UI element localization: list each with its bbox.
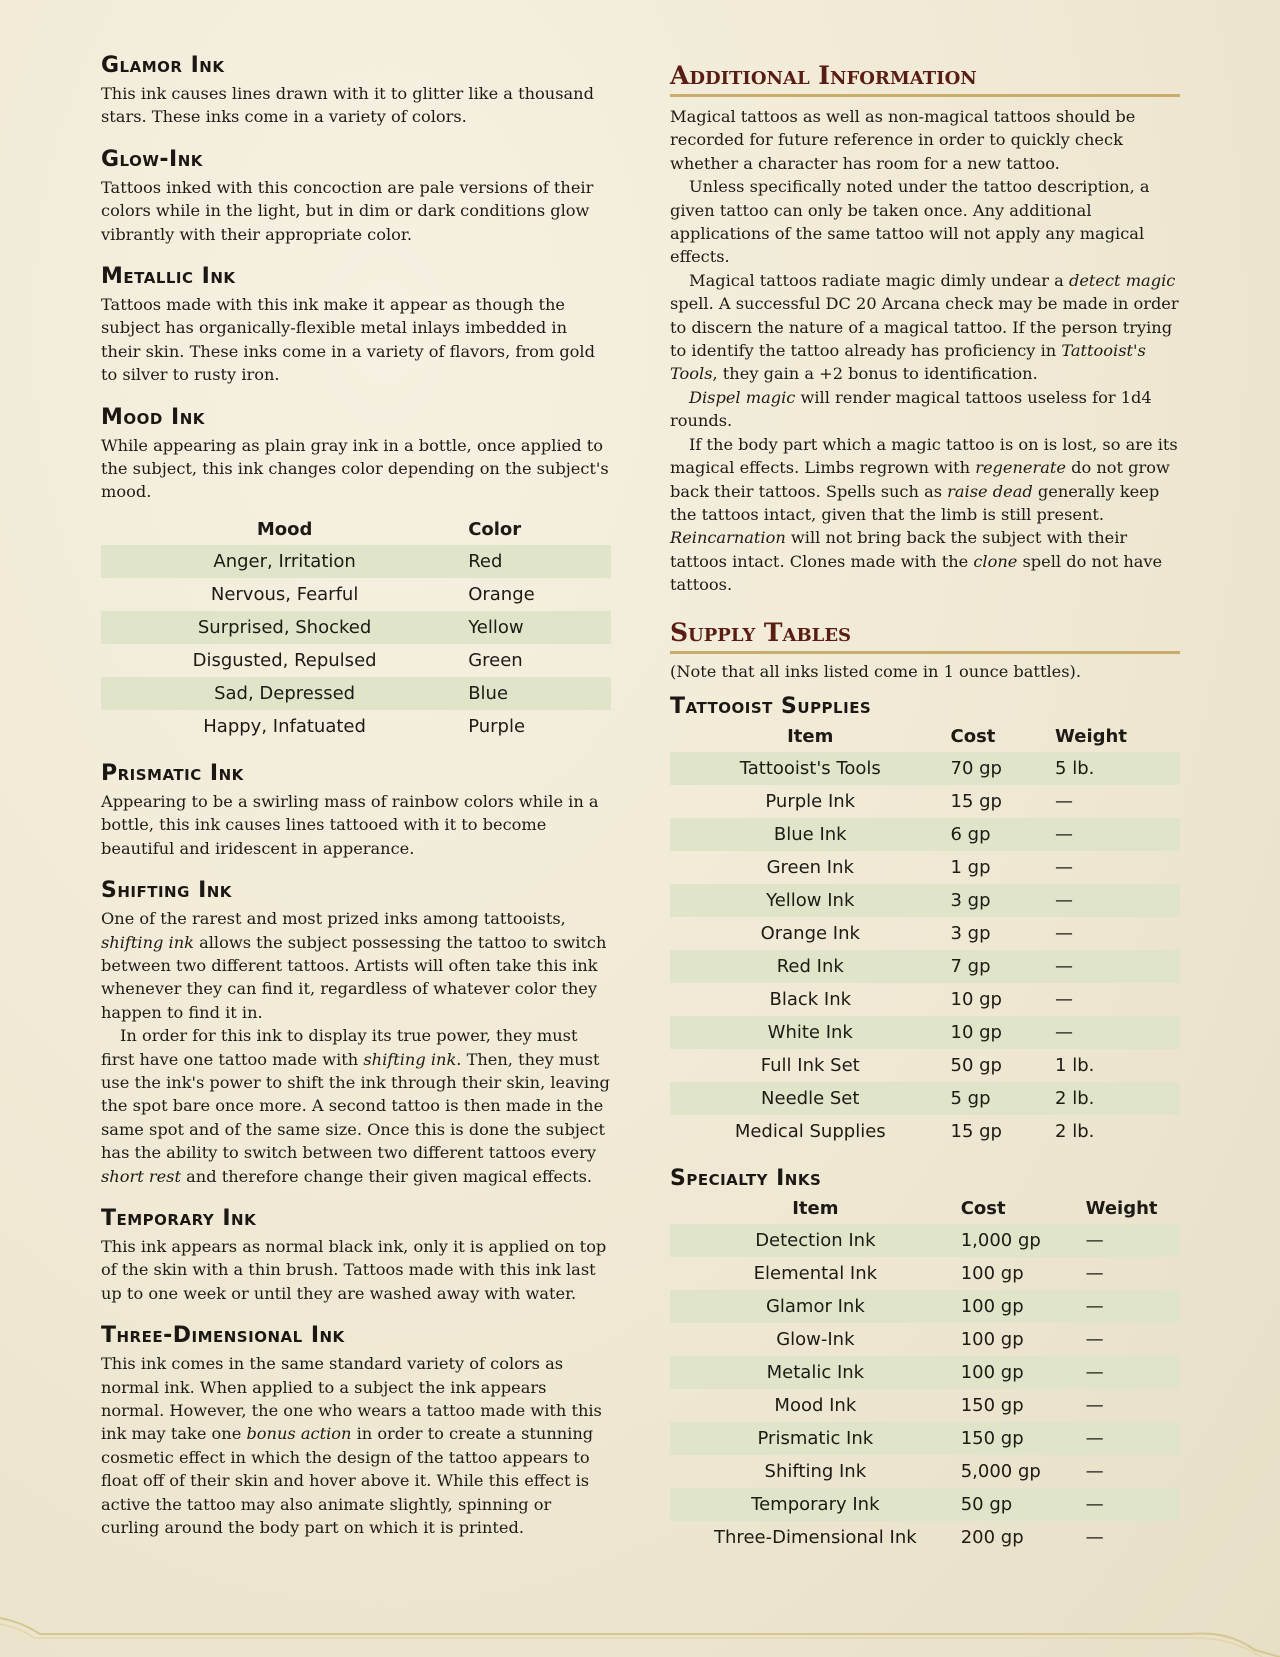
cost-cell: 15 gp [950,1120,1002,1142]
shifting-ink-heading: Shifting Ink [101,878,232,904]
item-cell: Medical Supplies [734,1120,886,1142]
table-row [670,1389,1180,1422]
weight-cell: — [1055,988,1074,1010]
weight-cell: 2 lb. [1055,1082,1180,1115]
cost-cell: 7 gp [951,950,1056,983]
cost-cell: 100 gp [960,1262,1024,1284]
right-column [670,60,1180,1554]
table-row [670,1455,1180,1488]
weight-cell: — [1085,1328,1104,1350]
weight-cell: — [1055,818,1180,851]
mood-ink-heading: Mood Ink [101,404,205,430]
three-dimensional-ink-text: This ink comes in the same standard variety of colors as normal ink. When applied to a subject the ink appears normal. However, the one who wears a tattoo made with this ink may take one bonus action in order to create a stunning cosmetic effect in which the design of the tattoo appears to float off of their skin and hover above it. While this effect is active the tattoo may also animate slightly, spinning or curling around the body part on which it is printed. [101,1354,602,1538]
color-cell: Red [468,545,611,578]
supply-tables-heading: Supply Tables [670,617,1180,654]
weight-cell: — [1085,1394,1104,1416]
cost-cell: 10 gp [950,988,1002,1010]
cost-cell: 150 gp [961,1422,1086,1455]
item-cell: Elemental Ink [753,1262,878,1284]
table-row [101,710,611,743]
weight-cell: 2 lb. [1055,1120,1095,1142]
item-cell: Full Ink Set [760,1054,860,1076]
table-row [670,1323,1180,1356]
table-row [670,1082,1180,1115]
weight-cell: 5 lb. [1055,752,1180,785]
mood-table [101,514,611,743]
item-cell: Red Ink [670,950,951,983]
table-row [670,884,1180,917]
weight-cell: — [1055,790,1074,812]
cost-cell: 70 gp [951,752,1056,785]
table-row [670,1257,1180,1290]
mood-column-header: Mood [256,518,313,540]
mood-cell: Anger, Irritation [101,545,468,578]
item-cell: Mood Ink [774,1394,857,1416]
additional-paragraph-1: Magical tattoos as well as non-magical tattoos should be recorded for future reference in order to quickly check whether a character has room for a new tattoo. [670,107,1136,173]
table-row [101,545,611,578]
item-cell: Temporary Ink [670,1488,961,1521]
specialty-inks-table [670,1193,1180,1554]
weight-cell: — [1055,1016,1180,1049]
item-cell: Purple Ink [765,790,856,812]
weight-cell: — [1085,1460,1104,1482]
weight-cell: — [1055,884,1180,917]
left-column [101,52,611,1539]
weight-cell: — [1055,950,1180,983]
mood-ink-text: While appearing as plain gray ink in a bottle, once applied to the subject, this ink changes color depending on the subject's mood. [101,435,609,502]
metallic-ink-text: Tattoos made with this ink make it appear as though the subject has organically-flexible metal inlays imbedded in their skin. These inks come in a variety of flavors, from gold to silver to rusty iron. [101,295,595,385]
table-row [670,1224,1180,1257]
cost-cell: 5,000 gp [960,1460,1041,1482]
table-header-row [670,721,1180,752]
weight-cell: — [1086,1488,1180,1521]
cost-cell: 100 gp [960,1328,1024,1350]
specialty-inks-heading: Specialty Inks [670,1165,822,1191]
temporary-ink-text: This ink appears as normal black ink, only it is applied on top of the skin with a thin brush. Tattoos made with this ink last up to one week or until they are washed away with water. [101,1236,607,1303]
cost-cell: 15 gp [950,790,1002,812]
table-row [670,752,1180,785]
metallic-ink-heading: Metallic Ink [101,264,236,290]
item-cell: Orange Ink [760,922,860,944]
item-cell: Tattooist's Tools [670,752,951,785]
table-header-row [670,1193,1180,1224]
glamor-ink-text: This ink causes lines drawn with it to glitter like a thousand stars. These inks come in a variety of colors. [101,84,594,127]
color-cell: Purple [468,715,526,737]
item-cell: Yellow Ink [670,884,951,917]
item-cell: White Ink [670,1016,951,1049]
prismatic-ink-heading: Prismatic Ink [101,760,244,786]
weight-cell: — [1086,1356,1180,1389]
item-column-header: Item [787,725,834,747]
table-row [670,1422,1180,1455]
color-cell: Green [468,649,523,671]
item-column-header: Item [792,1197,839,1219]
weight-cell: — [1055,856,1074,878]
three-dimensional-ink-heading: Three-Dimensional Ink [101,1323,345,1349]
item-cell: Glamor Ink [670,1290,961,1323]
cost-cell: 100 gp [961,1356,1086,1389]
table-header-row [101,514,611,545]
mood-cell: Happy, Infatuated [203,715,366,737]
mood-cell: Surprised, Shocked [101,611,468,644]
table-row [670,785,1180,818]
table-row [670,1016,1180,1049]
footer-ornament [0,1610,1280,1657]
glow-ink-text: Tattoos inked with this concoction are pale versions of their colors while in the light, but in dim or dark conditions glow vibrantly with their appropriate color. [101,177,594,244]
mood-cell: Nervous, Fearful [210,583,359,605]
tattooist-supplies-table [670,721,1180,1148]
cost-cell: 3 gp [951,884,1056,917]
table-row [101,578,611,611]
cost-cell: 50 gp [950,1054,1002,1076]
table-row [670,917,1180,950]
supply-note: (Note that all inks listed come in 1 ounce battles). [670,661,1081,681]
table-row [670,851,1180,884]
table-row [101,611,611,644]
cost-cell: 5 gp [951,1082,1056,1115]
item-cell: Black Ink [769,988,852,1010]
additional-paragraph-5: If the body part which a magic tattoo is on is lost, so are its magical effects. Limbs regrown with regenerate do not grow back their tattoos. Spells such as raise dead generally keep the tattoos intact, given that the limb is still present. Reincarnation will not bring back the subject with their tattoos intact. Clones made with the clone spell do not have tattoos. [670,434,1178,595]
cost-cell: 200 gp [960,1526,1024,1548]
weight-cell: — [1086,1224,1180,1257]
additional-paragraph-2: Unless specifically noted under the tattoo description, a given tattoo can only be taken once. Any additional applications of the same tattoo will not apply any magical effects. [670,177,1150,267]
item-cell: Three-Dimensional Ink [714,1526,917,1548]
weight-column-header: Weight [1085,1197,1158,1219]
color-cell: Orange [468,583,535,605]
item-cell: Detection Ink [670,1224,961,1257]
item-cell: Glow-Ink [776,1328,855,1350]
table-row [670,1521,1180,1554]
table-row [670,1290,1180,1323]
cost-column-header: Cost [960,1197,1006,1219]
prismatic-ink-text: Appearing to be a swirling mass of rainbow colors while in a bottle, this ink causes lines tattooed with it to become beautiful and iridescent in apperance. [101,791,599,858]
weight-cell: — [1085,1526,1104,1548]
item-cell: Prismatic Ink [670,1422,961,1455]
cost-cell: 10 gp [951,1016,1056,1049]
item-cell: Shifting Ink [764,1460,867,1482]
cost-cell: 150 gp [960,1394,1024,1416]
cost-cell: 6 gp [951,818,1056,851]
color-column-header: Color [468,518,522,540]
table-row [670,1049,1180,1082]
table-row [670,983,1180,1016]
item-cell: Metalic Ink [670,1356,961,1389]
mood-cell: Sad, Depressed [101,677,468,710]
table-row [670,1115,1180,1148]
additional-paragraph-3: Magical tattoos radiate magic dimly undear a detect magic spell. A successful DC 20 Arcana check may be made in order to discern the nature of a magical tattoo. If the person trying to identify the tattoo already has proficiency in Tattooist's Tools, they gain a +2 bonus to identification. [670,270,1179,384]
shifting-ink-paragraph-1: One of the rarest and most prized inks among tattooists, shifting ink allows the subject possessing the tattoo to switch between two different tattoos. Artists will often take this ink whenever they can find it, regardless of whatever color they happen to find it in. [101,909,607,1022]
table-row [101,677,611,710]
color-cell: Yellow [468,611,611,644]
weight-cell: — [1086,1422,1180,1455]
cost-cell: 1,000 gp [961,1224,1086,1257]
temporary-ink-heading: Temporary Ink [101,1205,257,1231]
item-cell: Green Ink [766,856,854,878]
table-row [670,950,1180,983]
item-cell: Needle Set [670,1082,951,1115]
glow-ink-heading: Glow-Ink [101,146,203,172]
weight-cell: — [1085,1262,1104,1284]
cost-column-header: Cost [950,725,996,747]
mood-cell: Disgusted, Repulsed [192,649,377,671]
tattooist-supplies-heading: Tattooist Supplies [670,693,872,719]
table-row [670,818,1180,851]
cost-cell: 3 gp [950,922,991,944]
cost-cell: 1 gp [950,856,991,878]
item-cell: Blue Ink [670,818,951,851]
cost-cell: 100 gp [961,1290,1086,1323]
weight-cell: 1 lb. [1055,1054,1095,1076]
additional-paragraph-4: Dispel magic will render magical tattoos useless for 1d4 rounds. [670,387,1152,431]
color-cell: Blue [468,677,611,710]
table-row [670,1488,1180,1521]
weight-cell: — [1055,922,1074,944]
cost-cell: 50 gp [961,1488,1086,1521]
weight-cell: — [1086,1290,1180,1323]
weight-column-header: Weight [1055,725,1127,747]
shifting-ink-paragraph-2: In order for this ink to display its true power, they must first have one tattoo made with shifting ink. Then, they must use the ink's power to shift the ink through their skin, leaving the spot bare once more. A second tattoo is then made in the same spot and of the same size. Once this is done the subject has the ability to switch between two different tattoos every short rest and therefore change their given magical effects. [101,1026,610,1186]
table-row [101,644,611,677]
table-row [670,1356,1180,1389]
glamor-ink-heading: Glamor Ink [101,53,225,78]
additional-information-heading: Additional Information [670,60,1180,97]
